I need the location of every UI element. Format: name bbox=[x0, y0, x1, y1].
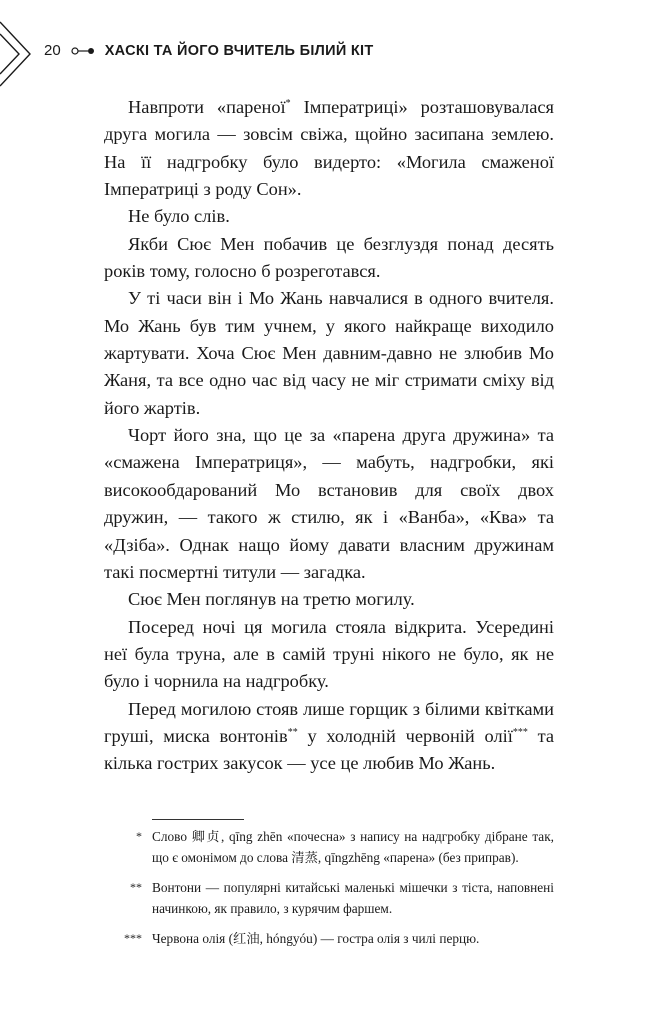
text-fragment: Перед могилою стояв лише горщик з білими квітками груші, миска вонтонів bbox=[104, 698, 554, 746]
paragraph: Посеред ночі ця могила стояла відкрита. Усередині неї була труна, але в самій труні нікого не було, як не було і чорнила на надгробку. bbox=[104, 616, 554, 692]
footnote-mark: ** bbox=[130, 880, 142, 894]
text-fragment: Імператриці» розташовувалася друга могила — зовсім свіжа, щойно засипана землею. На її надгробку було видерто: «Могила смаженої Імператриці з роду Сон». bbox=[104, 97, 554, 200]
footnote-text: Слово 卿贞, qīng zhēn «почесна» з напису на надгробку дібране так, що є омонімом до слова 清蒸, qīngzhēng «парена» (без приправ). bbox=[152, 829, 554, 865]
footnote bbox=[110, 826, 554, 868]
main-text bbox=[104, 94, 554, 778]
running-header bbox=[44, 42, 374, 59]
paragraph: Чорт його зна, що це за «парена друга дружина» та «смажена Імператриця», — мабуть, надгробки, які високообдарований Мо встановив для своїх двох дружин, — такого ж стилю, як і «Ванба», «Ква» та «Дзіба». Однак нащо йому давати власним дружинам такі посмертні титули — загадка. bbox=[104, 425, 554, 582]
running-title: ХАСКІ ТА ЙОГО ВЧИТЕЛЬ БІЛИЙ КІТ bbox=[104, 42, 374, 59]
text-fragment: у холодній червоній олії bbox=[297, 725, 513, 746]
paragraph: У ті часи він і Мо Жань навчалися в одного вчителя. Мо Жань був тим учнем, у якого найкраще виходило жартувати. Хоча Сює Мен давним-давно не злюбив Мо Жаня, та все одно час від часу не міг стримати сміху від його жартів. bbox=[104, 288, 554, 418]
footnote-reference: *** bbox=[512, 726, 528, 738]
paragraph bbox=[104, 94, 554, 203]
footnotes bbox=[110, 826, 554, 958]
footnote bbox=[110, 928, 554, 949]
paragraph: Сює Мен поглянув на третю могилу. bbox=[128, 589, 415, 610]
footnote-reference: * bbox=[285, 97, 291, 109]
text-fragment: та кілька гострих закусок — усе це любив Мо Жань. bbox=[104, 725, 555, 774]
page-number: 20 bbox=[44, 42, 61, 59]
text-fragment: Навпроти «пареної bbox=[128, 97, 286, 117]
footnote-mark: * bbox=[136, 829, 142, 843]
paragraph: Якби Сює Мен побачив це безглуздя понад десять років тому, голосно б розреготався. bbox=[104, 233, 554, 282]
footnote-mark: *** bbox=[124, 931, 142, 945]
footnote-separator bbox=[152, 819, 244, 820]
paragraph bbox=[104, 696, 554, 778]
paragraph: Не було слів. bbox=[128, 206, 230, 227]
link-ornament-icon bbox=[71, 46, 95, 56]
footnote bbox=[110, 877, 554, 919]
footnote-reference: ** bbox=[287, 726, 298, 738]
footnote-text: Вонтони — популярні китайські маленькі мішечки з тіста, наповнені начинкою, як правило, з курячим фаршем. bbox=[152, 880, 554, 916]
footnote-text: Червона олія (红油, hóngyóu) — гостра олія з чилі перцю. bbox=[152, 931, 480, 946]
